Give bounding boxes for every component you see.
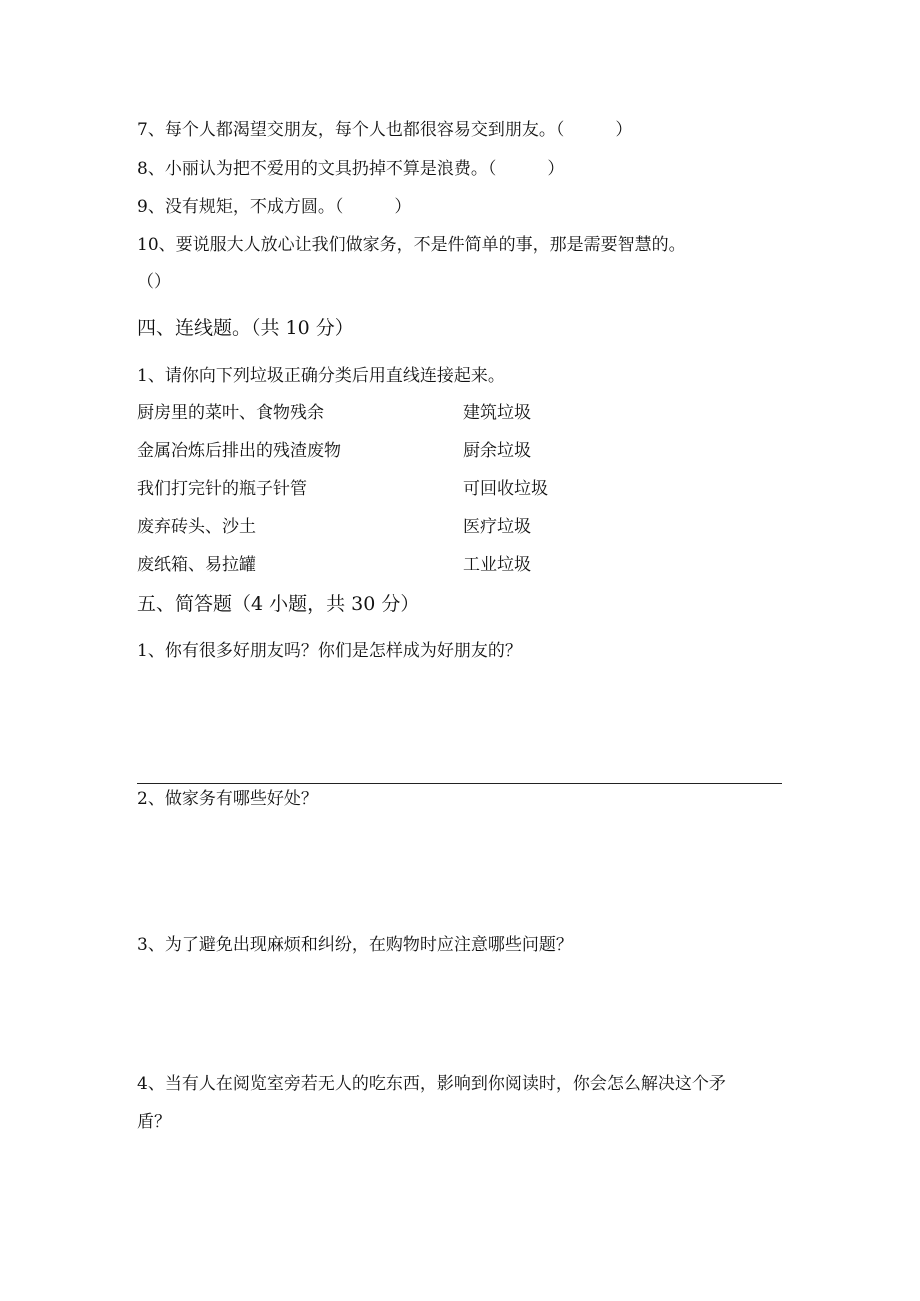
section-4-heading: 四、连线题。（共 10 分） xyxy=(137,317,354,339)
answer-divider-line xyxy=(137,783,782,784)
match-right-item: 工业垃圾 xyxy=(463,555,531,575)
tf-item-8: 8、小丽认为把不爱用的文具扔掉不算是浪费。（ ） xyxy=(137,159,565,179)
match-right-item: 建筑垃圾 xyxy=(463,403,531,423)
tf-item-9: 9、没有规矩，不成方圆。（ ） xyxy=(137,197,412,217)
match-left-item: 金属冶炼后排出的残渣废物 xyxy=(137,441,341,461)
match-left-item: 废弃砖头、沙土 xyxy=(137,517,256,537)
match-left-item: 废纸箱、易拉罐 xyxy=(137,555,256,575)
match-left-item: 厨房里的菜叶、食物残余 xyxy=(137,403,324,423)
match-right-item: 可回收垃圾 xyxy=(463,479,548,499)
section-4-question: 1、请你向下列垃圾正确分类后用直线连接起来。 xyxy=(137,366,505,386)
section-5-heading: 五、简答题（4 小题，共 30 分） xyxy=(137,593,420,615)
tf-item-7: 7、每个人都渴望交朋友，每个人也都很容易交到朋友。（ ） xyxy=(137,120,633,140)
match-right-item: 厨余垃圾 xyxy=(463,441,531,461)
short-answer-question-2: 2、做家务有哪些好处？ xyxy=(137,789,318,809)
short-answer-question-4: 4、当有人在阅览室旁若无人的吃东西，影响到你阅读时，你会怎么解决这个矛 xyxy=(137,1074,726,1094)
short-answer-question-4-continuation: 盾？ xyxy=(137,1112,171,1132)
match-right-item: 医疗垃圾 xyxy=(463,517,531,537)
short-answer-question-1: 1、你有很多好朋友吗？你们是怎样成为好朋友的？ xyxy=(137,641,522,661)
short-answer-question-3: 3、为了避免出现麻烦和纠纷，在购物时应注意哪些问题？ xyxy=(137,935,573,955)
tf-item-10: 10、要说服大人放心让我们做家务，不是件简单的事，那是需要智慧的。 xyxy=(137,235,686,255)
match-left-item: 我们打完针的瓶子针管 xyxy=(137,479,307,499)
tf-item-10-bracket: （） xyxy=(137,272,171,292)
